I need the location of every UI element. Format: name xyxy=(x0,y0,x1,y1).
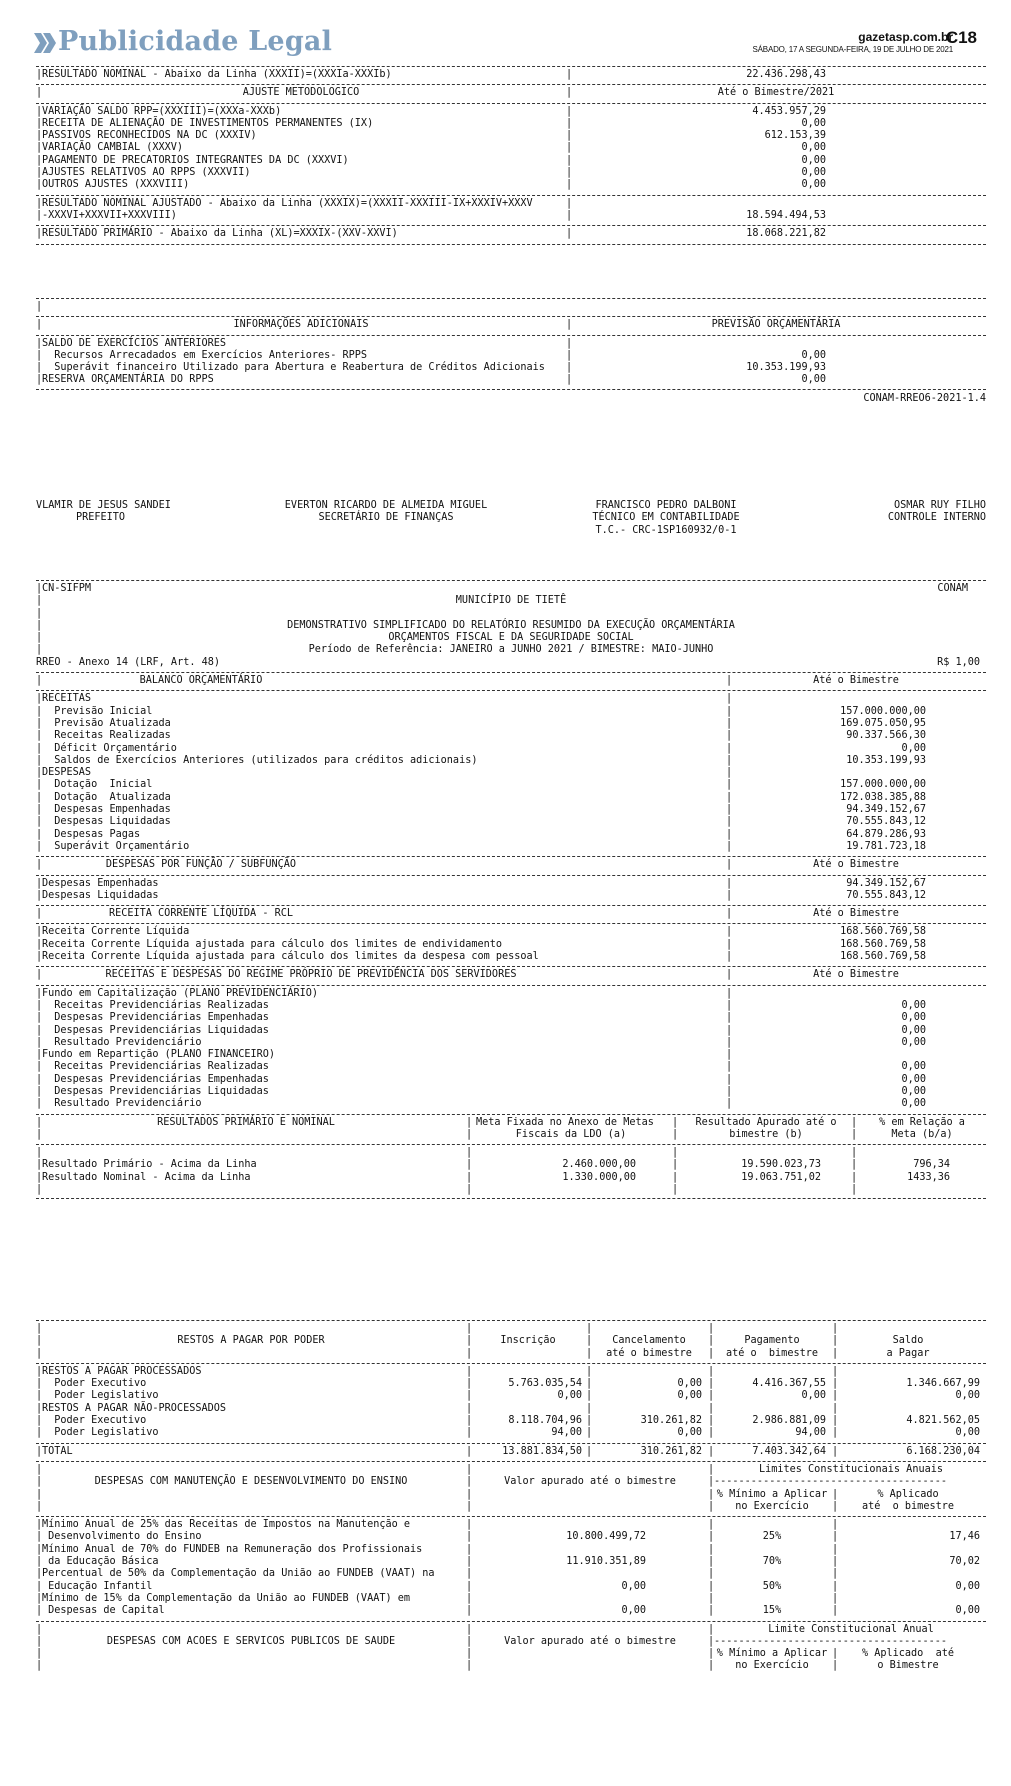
row-value: 90.337.566,30 xyxy=(846,730,926,742)
aplicado-value: 70,02 xyxy=(949,1556,980,1568)
row-label: Recursos Arrecadados em Exercícios Anteriores- RPPS xyxy=(42,349,368,361)
aplicado-value: 17,46 xyxy=(949,1531,980,1543)
row-label: DESPESAS xyxy=(42,767,92,779)
res-col-c: % em Relação a xyxy=(879,1116,965,1128)
col-cancelamento-2: até o bimestre xyxy=(606,1347,692,1359)
ajuste-rows xyxy=(36,106,986,192)
row-value: 0,00 xyxy=(801,349,826,361)
total-label: TOTAL xyxy=(42,1445,73,1457)
info-header: INFORMAÇÕES ADICIONAIS xyxy=(233,319,369,331)
primario-label: RESULTADO PRIMÁRIO - Abaixo da Linha (XL)=XXXIX-(XXV-XXVI) xyxy=(42,228,398,240)
cancelamento-value: 0,00 xyxy=(677,1427,702,1439)
ensino-col-limites: Limites Constitucionais Anuais xyxy=(758,1463,943,1475)
row-label: OUTROS AJUSTES (XXXVIII) xyxy=(42,179,190,191)
row-label: Receita Corrente Líquida ajustada para cálculo dos limites da despesa com pessoal xyxy=(42,951,539,963)
restos-rows xyxy=(36,1366,986,1440)
ensino-row-2: | da Educação Básica | 11.910.351,89 | 70% | 70,02 xyxy=(36,1556,980,1568)
signature-role: SECRETÁRIO DE FINANÇAS xyxy=(318,512,454,524)
row-label: Despesas Previdenciárias Liquidadas xyxy=(42,1024,269,1036)
row-label: RESERVA ORÇAMENTÁRIA DO RPPS xyxy=(42,374,214,386)
row-label-2: Desenvolvimento do Ensino xyxy=(42,1531,202,1543)
table-row: | Despesas Previdenciárias Liquidadas | 0,00 xyxy=(36,1085,926,1097)
table-row: | Despesas Liquidadas | 70.555.843,12 xyxy=(36,816,926,828)
table-row: | Receitas Previdenciárias Realizadas | 0,00 xyxy=(36,999,926,1011)
restos-row: | RESTOS A PAGAR NÃO-PROCESSADOS | | | | xyxy=(36,1402,839,1414)
row-value: 0,00 xyxy=(901,1085,926,1097)
minimo-value: 15% xyxy=(762,1605,782,1617)
saude-col-min: % Mínimo a Aplicar xyxy=(716,1648,828,1660)
row-label: RECEITA DE ALIENAÇÃO DE INVESTIMENTOS PERMANENTES (IX) xyxy=(42,117,374,129)
aplicado-value: 0,00 xyxy=(955,1580,980,1592)
ensino-row: | Mínimo Anual de 25% das Receitas de Impostos na Manutenção e | | | xyxy=(36,1519,839,1531)
table-row: | AJUSTES RELATIVOS AO RPPS (XXXVII) | 0,00 xyxy=(36,167,826,179)
signature-role: PREFEITO xyxy=(76,512,126,524)
funcao-header: DESPESAS POR FUNÇÃO / SUBFUNÇÃO xyxy=(105,859,297,871)
minimo-value: 70% xyxy=(762,1556,782,1568)
row-label: Receitas Realizadas xyxy=(42,730,171,742)
signature-name: VLAMIR DE JESUS SANDEI xyxy=(36,500,171,511)
total-inscricao: 13.881.834,50 xyxy=(502,1445,582,1457)
row-label: SALDO DE EXERCÍCIOS ANTERIORES xyxy=(42,337,227,349)
ajuste-header: AJUSTE METODOLOGICO xyxy=(242,87,360,99)
cancelamento-value: 0,00 xyxy=(677,1390,702,1402)
row-value: 10.353.199,93 xyxy=(846,754,926,766)
row-label: Poder Legislativo xyxy=(42,1427,159,1439)
row-value: 612.153,39 xyxy=(764,130,826,142)
row-label: VARIAÇÃO SALDO RPP=(XXXIII)=(XXXa-XXXb) xyxy=(42,105,282,117)
row-value: 0,00 xyxy=(901,1036,926,1048)
row-label: Resultado Previdenciário xyxy=(42,1098,202,1110)
row-label: Resultado Nominal - Acima da Linha xyxy=(42,1171,251,1183)
res-col-c-2: Meta (b/a) xyxy=(891,1128,953,1140)
ensino-col-min: % Mínimo a Aplicar xyxy=(716,1488,828,1500)
row-value: 0,00 xyxy=(801,142,826,154)
rreo-section: | CN-SIFPM CONAM | MUNICÍPIO DE TIETÊ | | DEMONSTRATIVO SIMPLIFICADO DO RELATÓRIO RESUMIDO DA EXECUÇÃO ORÇAMENTÁRIA | ORÇAMENTOS FISCAL E DA SEGURIDADE SOCIAL | Período de Referência: JANEIRO a JUNHO 2021 / BIMESTRE: MAIO-JUNHO RREO - Anexo 14 (LRF, Art. 48) R$ 1,00 | BALANCO ORÇAMENTÁRIO | Até o Bimestre | RECEITAS | | Previsão Inicial | 157.000.000,00 | Previsão Atualizada | 169.075.050,95 | Receitas Realizadas | 90.337.566,30 | Déficit Orçamentário | 0,00 | Saldos de Exercícios Anteriores (utilizados para créditos adicionais) | 10.353.199,93 | DESPESAS | | Dotação Inicial | 157.000.000,00 | Dotação Atualizada | 172.038.385,88 | Despesas Empenhadas | 94.349.152,67 | Despesas Liquidadas | 70.555.843,12 | Despesas Pagas | 64.879.286,93 | Superávit Orçamentário | 19.781.723,18 | DESPESAS POR FUNÇÃO / SUBFUNÇÃO | Até o Bimestre | Despesas Empenhadas | 94.349.152,67 | Despesas Liquidadas | 70.555.843,12 | RECEITA CORRENTE LÍQUIDA - RCL | Até o Bimestre | Receita Corrente Líquida | 168.560.769,58 | Receita Corrente Líquida ajustada para cálculo dos limites de endividamento | 168.560.769,58 | Receita Corrente Líquida ajustada para cálculo dos limites da despesa com pessoal | 168.560.769,58 | RECEITAS E DESPESAS DO REGIME PRÓPRIO DE PREVIDÊNCIA DOS SERVIDORES | Até o Bimestre | Fundo em Capitalização (PLANO PREVIDENCIÁRIO) | | Receitas Previdenciárias Realizadas | 0,00 | Despesas Previdenciárias Empenhadas | 0,00 | Despesas Previdenciárias Liquidadas | 0,00 | Resultado Previdenciário | 0,00 | Fundo em Repartição (PLANO FINANCEIRO) | | Receitas Previdenciárias Realizadas | 0,00 | Despesas Previdenciárias Empenhadas | 0,00 | Despesas Previdenciárias Liquidadas | 0,00 | Resultado Previdenciário | 0,00 | RESULTADOS PRIMÁRIO E NOMINAL | Meta Fixada no Anexo de Metas | Resultado Apurado até o | % em Relação a | | Fiscais da LDO (a) | bimestre (b) | Meta (b/a) | | | | | Resultado Primário - Acima da Linha | 2.460.000,00 | 19.590.023,73 | 796,34 | Resultado Nominal - Acima da Linha | 1.330.000,00 | 19.063.751,02 | 1433,36 | | | | xyxy=(36,580,986,1199)
row-label: PAGAMENTO DE PRECATORIOS INTEGRANTES DA DC (XXXVI) xyxy=(42,154,349,166)
row-value: 94.349.152,67 xyxy=(846,804,926,816)
row-label: Mínimo Anual de 25% das Receitas de Impostos na Manutenção e xyxy=(42,1519,411,1531)
col-pagamento-2: até o bimestre xyxy=(725,1347,818,1359)
row-label: Superávit financeiro Utilizado para Abertura e Reabertura de Créditos Adicionais xyxy=(42,362,545,374)
row-value: 168.560.769,58 xyxy=(840,938,926,950)
table-row: | RESERVA ORÇAMENTÁRIA DO RPPS | 0,00 xyxy=(36,374,826,386)
table-row: | Saldos de Exercícios Anteriores (utilizados para créditos adicionais) | 10.353.199,93 xyxy=(36,754,926,766)
rreo-right-tag: CONAM xyxy=(937,583,968,594)
row-value: 64.879.286,93 xyxy=(846,828,926,840)
percent-value: 796,34 xyxy=(913,1159,950,1171)
ensino-row-2: | Despesas de Capital | 0,00 | 15% | 0,00 xyxy=(36,1605,980,1617)
ensino-row-2: | Educação Infantil | 0,00 | 50% | 0,00 xyxy=(36,1580,980,1592)
valor-value: 0,00 xyxy=(621,1580,646,1592)
row-value: 0,00 xyxy=(901,1073,926,1085)
signature-tecnico xyxy=(566,500,766,537)
rreo-left-tag: CN-SIFPM xyxy=(42,583,92,594)
col-ate-bimestre: Até o Bimestre xyxy=(813,969,899,981)
row-label: Poder Legislativo xyxy=(42,1390,159,1402)
row-label: VARIAÇÃO CAMBIAL (XXXV) xyxy=(42,142,184,154)
report-period: Período de Referência: JANEIRO a JUNHO 2021 / BIMESTRE: MAIO-JUNHO xyxy=(308,644,714,656)
signature-name: FRANCISCO PEDRO DALBONI xyxy=(595,500,737,511)
valor-value: 11.910.351,89 xyxy=(566,1556,646,1568)
row-value: 4.453.957,29 xyxy=(752,105,826,117)
res-col-b: Resultado Apurado até o xyxy=(695,1116,837,1128)
saude-col-min-2: no Exercício xyxy=(735,1660,809,1672)
row-label: Despesas Pagas xyxy=(42,828,141,840)
row-label: Despesas Liquidadas xyxy=(42,816,171,828)
row-label: Despesas Liquidadas xyxy=(42,889,159,901)
result-row: | Resultado Nominal - Acima da Linha | 1.330.000,00 | 19.063.751,02 | 1433,36 xyxy=(36,1171,950,1183)
ensino-row-2: | Desenvolvimento do Ensino | 10.800.499,72 | 25% | 17,46 xyxy=(36,1531,980,1543)
balanco-rows xyxy=(36,693,986,853)
row-label: RESTOS A PAGAR PROCESSADOS xyxy=(42,1365,202,1377)
row-label: Mínimo de 15% da Complementação da União ao FUNDEB (VAAT) em xyxy=(42,1592,411,1604)
table-row: | Resultado Previdenciário | 0,00 xyxy=(36,1036,926,1048)
table-row: | Dotação Atualizada | 172.038.385,88 xyxy=(36,791,926,803)
table-row: | Despesas Pagas | 64.879.286,93 xyxy=(36,828,926,840)
ensino-row: | Percentual de 50% da Complementação da União ao FUNDEB (VAAT) na | | | xyxy=(36,1568,839,1580)
signature-secretario xyxy=(266,500,506,525)
pagamento-value: 94,00 xyxy=(795,1427,826,1439)
saude-col-apl-2: o Bimestre xyxy=(877,1660,939,1672)
row-value: 94.349.152,67 xyxy=(846,877,926,889)
row-label: Despesas Previdenciárias Empenhadas xyxy=(42,1012,269,1024)
col-saldo: Saldo xyxy=(892,1335,924,1347)
res-col-a-2: Fiscais da LDO (a) xyxy=(515,1128,627,1140)
res-header: RESULTADOS PRIMÁRIO E NOMINAL xyxy=(157,1116,335,1128)
col-inscricao: Inscrição xyxy=(500,1335,556,1347)
row-label: RECEITAS xyxy=(42,693,92,705)
table-row: | OUTROS AJUSTES (XXXVIII) | 0,00 xyxy=(36,179,826,191)
inscricao-value: 94,00 xyxy=(551,1427,582,1439)
site-url: gazetasp.com.br xyxy=(858,30,953,44)
chevrons-icon xyxy=(34,33,56,53)
report-title: DEMONSTRATIVO SIMPLIFICADO DO RELATÓRIO RESUMIDO DA EXECUÇÃO ORÇAMENTÁRIA xyxy=(287,619,735,631)
saldo-value: 0,00 xyxy=(955,1390,980,1402)
funcao-rows xyxy=(36,878,986,903)
ajuste-col-header: Até o Bimestre/2021 xyxy=(717,87,835,99)
saude-col-valor: Valor apurado até o bimestre xyxy=(504,1635,676,1647)
table-row: | VARIAÇÃO CAMBIAL (XXXV) | 0,00 xyxy=(36,142,826,154)
table-row: | Fundo em Capitalização (PLANO PREVIDENCIÁRIO) | xyxy=(36,987,733,999)
ajustado-label-2: -XXXVI+XXXVII+XXXVIII) xyxy=(42,209,177,221)
total-pagamento: 7.403.342,64 xyxy=(752,1445,826,1457)
row-value: 0,00 xyxy=(801,117,826,129)
balanco-header: BALANCO ORÇAMENTÁRIO xyxy=(139,675,263,687)
row-value: 10.353.199,93 xyxy=(746,362,826,374)
row-label: Dotação Atualizada xyxy=(42,791,171,803)
signature-role: TÉCNICO EM CONTABILIDADE xyxy=(592,512,740,524)
report-subtitle: ORÇAMENTOS FISCAL E DA SEGURIDADE SOCIAL xyxy=(388,632,634,644)
saldo-value: 4.821.562,05 xyxy=(906,1415,980,1427)
row-label: Superávit Orçamentário xyxy=(42,840,190,852)
anexo-label: RREO - Anexo 14 (LRF, Art. 48) xyxy=(36,656,221,668)
row-value: 0,00 xyxy=(901,1012,926,1024)
total-cancelamento: 310.261,82 xyxy=(640,1445,702,1457)
row-label-2: Despesas de Capital xyxy=(42,1605,165,1617)
row-label: Receitas Previdenciárias Realizadas xyxy=(42,999,269,1011)
col-ate-bimestre: Até o Bimestre xyxy=(813,859,899,871)
info-section: | | INFORMAÇÕES ADICIONAIS | PREVISÃO ORÇAMENTÁRIA | SALDO DE EXERCÍCIOS ANTERIORES | | Recursos Arrecadados em Exercícios Anteriores- RPPS | 0,00 | Superávit financeiro Utilizado para Abertura e Reabertura de Créditos Adicionais | 10.353.199,93 | RESERVA ORÇAMENTÁRIA DO RPPS | 0,00 CONAM-RREO6-2021-1.4 xyxy=(36,298,986,405)
table-row: | RECEITAS | xyxy=(36,693,733,705)
row-value: 0,00 xyxy=(901,1024,926,1036)
row-label: Receita Corrente Líquida xyxy=(42,926,190,938)
table-row: | Previsão Inicial | 157.000.000,00 xyxy=(36,705,926,717)
restos-row: | Poder Legislativo | 94,00 | 0,00 | 94,00 | 0,00 xyxy=(36,1427,980,1439)
row-value: 70.555.843,12 xyxy=(846,889,926,901)
row-label: Despesas Empenhadas xyxy=(42,877,159,889)
row-label: Receita Corrente Líquida ajustada para cálculo dos limites de endividamento xyxy=(42,938,503,950)
row-label: Fundo em Repartição (PLANO FINANCEIRO) xyxy=(42,1049,276,1061)
total-saldo: 6.168.230,04 xyxy=(906,1445,980,1457)
row-value: 0,00 xyxy=(801,179,826,191)
col-pagamento: Pagamento xyxy=(744,1335,800,1347)
ajustado-value: 18.594.494,53 xyxy=(746,209,826,221)
table-row: | RECEITA DE ALIENAÇÃO DE INVESTIMENTOS PERMANENTES (IX) | 0,00 xyxy=(36,117,826,129)
table-row: | Resultado Previdenciário | 0,00 xyxy=(36,1098,926,1110)
result-row: | Resultado Primário - Acima da Linha | 2.460.000,00 | 19.590.023,73 | 796,34 xyxy=(36,1159,950,1171)
row-value: 172.038.385,88 xyxy=(840,791,926,803)
signature-name: EVERTON RICARDO DE ALMEIDA MIGUEL xyxy=(284,500,488,511)
row-value: 70.555.843,12 xyxy=(846,816,926,828)
info-col-header: PREVISÃO ORÇAMENTÁRIA xyxy=(711,319,841,331)
row-label: PASSIVOS RECONHECIDOS NA DC (XXXIV) xyxy=(42,130,257,142)
row-label-2: Educação Infantil xyxy=(42,1580,153,1592)
row-value: 0,00 xyxy=(901,1061,926,1073)
table-row: | SALDO DE EXERCÍCIOS ANTERIORES | xyxy=(36,337,573,349)
row-value: 157.000.000,00 xyxy=(840,705,926,717)
pagamento-value: 4.416.367,55 xyxy=(752,1378,826,1390)
valor-value: 0,00 xyxy=(621,1605,646,1617)
table-row: | Dotação Inicial | 157.000.000,00 xyxy=(36,779,926,791)
row-label-2: da Educação Básica xyxy=(42,1556,159,1568)
page-header xyxy=(0,0,1011,62)
table-row: | Fundo em Repartição (PLANO FINANCEIRO) | xyxy=(36,1049,733,1061)
row-label: Saldos de Exercícios Anteriores (utilizados para créditos adicionais) xyxy=(42,754,478,766)
section-brand: Publicidade Legal xyxy=(58,26,333,57)
row-label: Dotação Inicial xyxy=(42,779,153,791)
col-cancelamento: Cancelamento xyxy=(612,1335,686,1347)
percent-value: 1433,36 xyxy=(907,1171,950,1183)
ajuste-section: | RESULTADO NOMINAL - Abaixo da Linha (XXXII)=(XXXIa-XXXIb) | 22.436.298,43 | AJUSTE METODOLOGICO | Até o Bimestre/2021 | VARIAÇÃO SALDO RPP=(XXXIII)=(XXXa-XXXb) | 4.453.957,29 | RECEITA DE ALIENAÇÃO DE INVESTIMENTOS PERMANENTES (IX) | 0,00 | PASSIVOS RECONHECIDOS NA DC (XXXIV) | 612.153,39 | VARIAÇÃO CAMBIAL (XXXV) | 0,00 | PAGAMENTO DE PRECATORIOS INTEGRANTES DA DC (XXXVI) | 0,00 | AJUSTES RELATIVOS AO RPPS (XXXVII) | 0,00 | OUTROS AJUSTES (XXXVIII) | 0,00 | RESULTADO NOMINAL AJUSTADO - Abaixo da Linha (XXXIX)=(XXXII-XXXIII-IX+XXXIV+XXXV | | -XXXVI+XXXVII+XXXVIII) | 18.594.494,53 | RESULTADO PRIMÁRIO - Abaixo da Linha (XL)=XXXIX-(XXV-XXVI) | 18.068.221,82 xyxy=(36,66,986,247)
signatures xyxy=(36,500,986,540)
col-ate-bimestre: Até o Bimestre xyxy=(813,908,899,920)
col-ate-bimestre: Até o Bimestre xyxy=(813,675,899,687)
minimo-value: 25% xyxy=(762,1531,782,1543)
table-row: | PASSIVOS RECONHECIDOS NA DC (XXXIV) | 612.153,39 xyxy=(36,130,826,142)
page-number: C18 xyxy=(945,28,977,47)
signature-crc: T.C.- CRC-1SP160932/0-1 xyxy=(595,524,737,536)
valor-value: 10.800.499,72 xyxy=(566,1531,646,1543)
ensino-header: DESPESAS COM MANUTENÇÃO E DESENVOLVIMENTO DO ENSINO xyxy=(94,1476,408,1488)
row-value: 169.075.050,95 xyxy=(840,717,926,729)
row-label: Poder Executivo xyxy=(42,1415,147,1427)
table-row: | Despesas Empenhadas | 94.349.152,67 xyxy=(36,877,926,889)
signature-name: OSMAR RUY FILHO xyxy=(893,500,986,511)
restos-row: | RESTOS A PAGAR PROCESSADOS | | | | xyxy=(36,1365,839,1377)
report-code: CONAM-RREO6-2021-1.4 xyxy=(863,392,986,404)
res-col-b-2: bimestre (b) xyxy=(729,1128,803,1140)
saude-col-apl: % Aplicado até xyxy=(861,1648,954,1660)
row-label: Fundo em Capitalização (PLANO PREVIDENCIÁRIO) xyxy=(42,987,319,999)
row-label: RESTOS A PAGAR NÃO-PROCESSADOS xyxy=(42,1402,227,1414)
table-row: | Receitas Previdenciárias Realizadas | 0,00 xyxy=(36,1061,926,1073)
rpps-header: RECEITAS E DESPESAS DO REGIME PRÓPRIO DE PREVIDÊNCIA DOS SERVIDORES xyxy=(105,969,517,981)
ensino-row: | Mínimo de 15% da Complementação da União ao FUNDEB (VAAT) em | | | xyxy=(36,1592,839,1604)
rcl-header: RECEITA CORRENTE LÍQUIDA - RCL xyxy=(108,908,293,920)
cancelamento-value: 310.261,82 xyxy=(640,1415,702,1427)
pagamento-value: 2.986.881,09 xyxy=(752,1415,826,1427)
row-label: Resultado Previdenciário xyxy=(42,1036,202,1048)
restos-section: | | | | | | RESTOS A PAGAR POR PODER | Inscrição | Cancelamento | Pagamento | Saldo | | | até o bimestre | até o bimestre | a Pagar | RESTOS A PAGAR PROCESSADOS | | | | | Poder Executivo | 5.763.035,54 | 0,00 | 4.416.367,55 | 1.346.667,99 | Poder Legislativo | 0,00 | 0,00 | 0,00 | 0,00 | RESTOS A PAGAR NÃO-PROCESSADOS | | | | | Poder Executivo | 8.118.704,96 | 310.261,82 | 2.986.881,09 | 4.821.562,05 | Poder Legislativo | 94,00 | 0,00 | 94,00 | 0,00 | TOTAL | 13.881.834,50 | 310.261,82 | 7.403.342,64 | 6.168.230,04 | | | Limites Constitucionais Anuais | DESPESAS COM MANUTENÇÃO E DESENVOLVIMENTO DO ENSINO | Valor apurado até o bimestre | -------------------------------------- | | | % Mínimo a Aplicar | % Aplicado | | | no Exercício | até o bimestre | Mínimo Anual de 25% das Receitas de Impostos na Manutenção e | | | | Desenvolvimento do Ensino | 10.800.499,72 | 25% | 17,46 | Mínimo Anual de 70% do FUNDEB na Remuneração dos Profissionais | | | | da Educação Básica | 11.910.351,89 | 70% | 70,02 | Percentual de 50% da Complementação da União ao FUNDEB (VAAT) na | | | | Educação Infantil | 0,00 | 50% | 0,00 | Mínimo de 15% da Complementação da União ao FUNDEB (VAAT) em | | | | Despesas de Capital | 0,00 | 15% | 0,00 | | | Limite Constitucional Anual | DESPESAS COM ACOES E SERVICOS PUBLICOS DE SAUDE | Valor apurado até o bimestre | -------------------------------------- | | | % Mínimo a Aplicar | % Aplicado até | | | no Exercício | o Bimestre xyxy=(36,1320,986,1673)
table-row: | Despesas Liquidadas | 70.555.843,12 xyxy=(36,889,926,901)
row-value: 0,00 xyxy=(901,999,926,1011)
ajustado-label-1: RESULTADO NOMINAL AJUSTADO - Abaixo da Linha (XXXIX)=(XXXII-XXXIII-IX+XXXIV+XXXV xyxy=(42,197,533,209)
table-row: | Receita Corrente Líquida ajustada para cálculo dos limites de endividamento | 168.560.769,58 xyxy=(36,938,926,950)
info-rows xyxy=(36,338,986,387)
ensino-col-min-2: no Exercício xyxy=(735,1500,809,1512)
row-label: Déficit Orçamentário xyxy=(42,742,177,754)
row-value: 157.000.000,00 xyxy=(840,779,926,791)
minimo-value: 50% xyxy=(762,1580,782,1592)
row-value: 0,00 xyxy=(801,154,826,166)
signature-controle xyxy=(856,500,986,525)
restos-row: | Poder Executivo | 5.763.035,54 | 0,00 | 4.416.367,55 | 1.346.667,99 xyxy=(36,1378,980,1390)
resultado-nominal-value: 22.436.298,43 xyxy=(746,69,826,80)
row-label: AJUSTES RELATIVOS AO RPPS (XXXVII) xyxy=(42,167,251,179)
aplicado-value: 0,00 xyxy=(955,1605,980,1617)
ensino-rows xyxy=(36,1519,986,1617)
row-label: Despesas Previdenciárias Liquidadas xyxy=(42,1085,269,1097)
rcl-rows xyxy=(36,926,986,963)
row-value: 0,00 xyxy=(801,374,826,386)
row-label: Mínimo Anual de 70% do FUNDEB na Remuneração dos Profissionais xyxy=(42,1543,423,1555)
row-label: Poder Executivo xyxy=(42,1378,147,1390)
row-label: Despesas Empenhadas xyxy=(42,804,171,816)
table-row: | Receita Corrente Líquida ajustada para cálculo dos limites da despesa com pessoal | 168.560.769,58 xyxy=(36,951,926,963)
pagamento-value: 0,00 xyxy=(801,1390,826,1402)
table-row: | VARIAÇÃO SALDO RPP=(XXXIII)=(XXXa-XXXb) | 4.453.957,29 xyxy=(36,105,826,117)
restos-row: | Poder Legislativo | 0,00 | 0,00 | 0,00 | 0,00 xyxy=(36,1390,980,1402)
col-saldo-2: a Pagar xyxy=(886,1347,930,1359)
edition-date: SÁBADO, 17 A SEGUNDA-FEIRA, 19 DE JULHO DE 2021 xyxy=(752,45,953,54)
table-row: | Déficit Orçamentário | 0,00 xyxy=(36,742,926,754)
res-rows xyxy=(36,1159,986,1184)
table-row: | Receita Corrente Líquida | 168.560.769,58 xyxy=(36,926,926,938)
row-label: Resultado Primário - Acima da Linha xyxy=(42,1159,257,1171)
table-row: | Superávit Orçamentário | 19.781.723,18 xyxy=(36,840,926,852)
signature-role: CONTROLE INTERNO xyxy=(887,512,986,524)
resultado-nominal-label: RESULTADO NOMINAL - Abaixo da Linha (XXXII)=(XXXIa-XXXIb) xyxy=(42,69,392,80)
inscricao-value: 0,00 xyxy=(557,1390,582,1402)
table-row: | Despesas Empenhadas | 94.349.152,67 xyxy=(36,804,926,816)
signature-prefeito xyxy=(36,500,236,525)
table-row: | Previsão Atualizada | 169.075.050,95 xyxy=(36,717,926,729)
ensino-col-valor: Valor apurado até o bimestre xyxy=(504,1476,676,1488)
primario-value: 18.068.221,82 xyxy=(746,228,826,240)
table-row: | PAGAMENTO DE PRECATORIOS INTEGRANTES DA DC (XXXVI) | 0,00 xyxy=(36,154,826,166)
inscricao-value: 8.118.704,96 xyxy=(508,1415,582,1427)
table-row: | Recursos Arrecadados em Exercícios Anteriores- RPPS | 0,00 xyxy=(36,349,826,361)
unit-label: R$ 1,00 xyxy=(937,656,980,668)
saude-header: DESPESAS COM ACOES E SERVICOS PUBLICOS DE SAUDE xyxy=(106,1635,396,1647)
municipio: MUNICÍPIO DE TIETÊ xyxy=(455,595,567,607)
ensino-row: | Mínimo Anual de 70% do FUNDEB na Remuneração dos Profissionais | | | xyxy=(36,1543,839,1555)
apurado-value: 19.063.751,02 xyxy=(741,1171,821,1183)
row-value: 0,00 xyxy=(901,742,926,754)
restos-header: RESTOS A PAGAR POR PODER xyxy=(177,1335,325,1347)
table-row: | Despesas Previdenciárias Empenhadas | 0,00 xyxy=(36,1073,926,1085)
res-col-a: Meta Fixada no Anexo de Metas xyxy=(476,1116,654,1128)
table-row: | Despesas Previdenciárias Empenhadas | 0,00 xyxy=(36,1012,926,1024)
restos-row: | Poder Executivo | 8.118.704,96 | 310.261,82 | 2.986.881,09 | 4.821.562,05 xyxy=(36,1415,980,1427)
row-label: Previsão Inicial xyxy=(42,705,153,717)
cancelamento-value: 0,00 xyxy=(677,1378,702,1390)
meta-value: 1.330.000,00 xyxy=(562,1171,636,1183)
inscricao-value: 5.763.035,54 xyxy=(508,1378,582,1390)
row-value: 168.560.769,58 xyxy=(840,951,926,963)
table-row: | Superávit financeiro Utilizado para Abertura e Reabertura de Créditos Adicionais | 10.353.199,93 xyxy=(36,362,826,374)
ensino-col-apl-2: até o bimestre xyxy=(861,1500,954,1512)
meta-value: 2.460.000,00 xyxy=(562,1159,636,1171)
saude-col-limite: Limite Constitucional Anual xyxy=(768,1623,934,1635)
table-row: | Receitas Realizadas | 90.337.566,30 xyxy=(36,730,926,742)
row-label: Despesas Previdenciárias Empenhadas xyxy=(42,1073,269,1085)
table-row: | DESPESAS | xyxy=(36,767,733,779)
row-label: Receitas Previdenciárias Realizadas xyxy=(42,1061,269,1073)
row-label: Percentual de 50% da Complementação da União ao FUNDEB (VAAT) na xyxy=(42,1568,435,1580)
ensino-col-apl: % Aplicado xyxy=(877,1488,939,1500)
row-label: Previsão Atualizada xyxy=(42,717,171,729)
row-value: 168.560.769,58 xyxy=(840,926,926,938)
rpps-rows xyxy=(36,988,986,1111)
table-row: | Despesas Previdenciárias Liquidadas | 0,00 xyxy=(36,1024,926,1036)
row-value: 0,00 xyxy=(801,167,826,179)
row-value: 19.781.723,18 xyxy=(846,840,926,852)
apurado-value: 19.590.023,73 xyxy=(741,1159,821,1171)
saldo-value: 1.346.667,99 xyxy=(906,1378,980,1390)
saldo-value: 0,00 xyxy=(955,1427,980,1439)
row-value: 0,00 xyxy=(901,1098,926,1110)
